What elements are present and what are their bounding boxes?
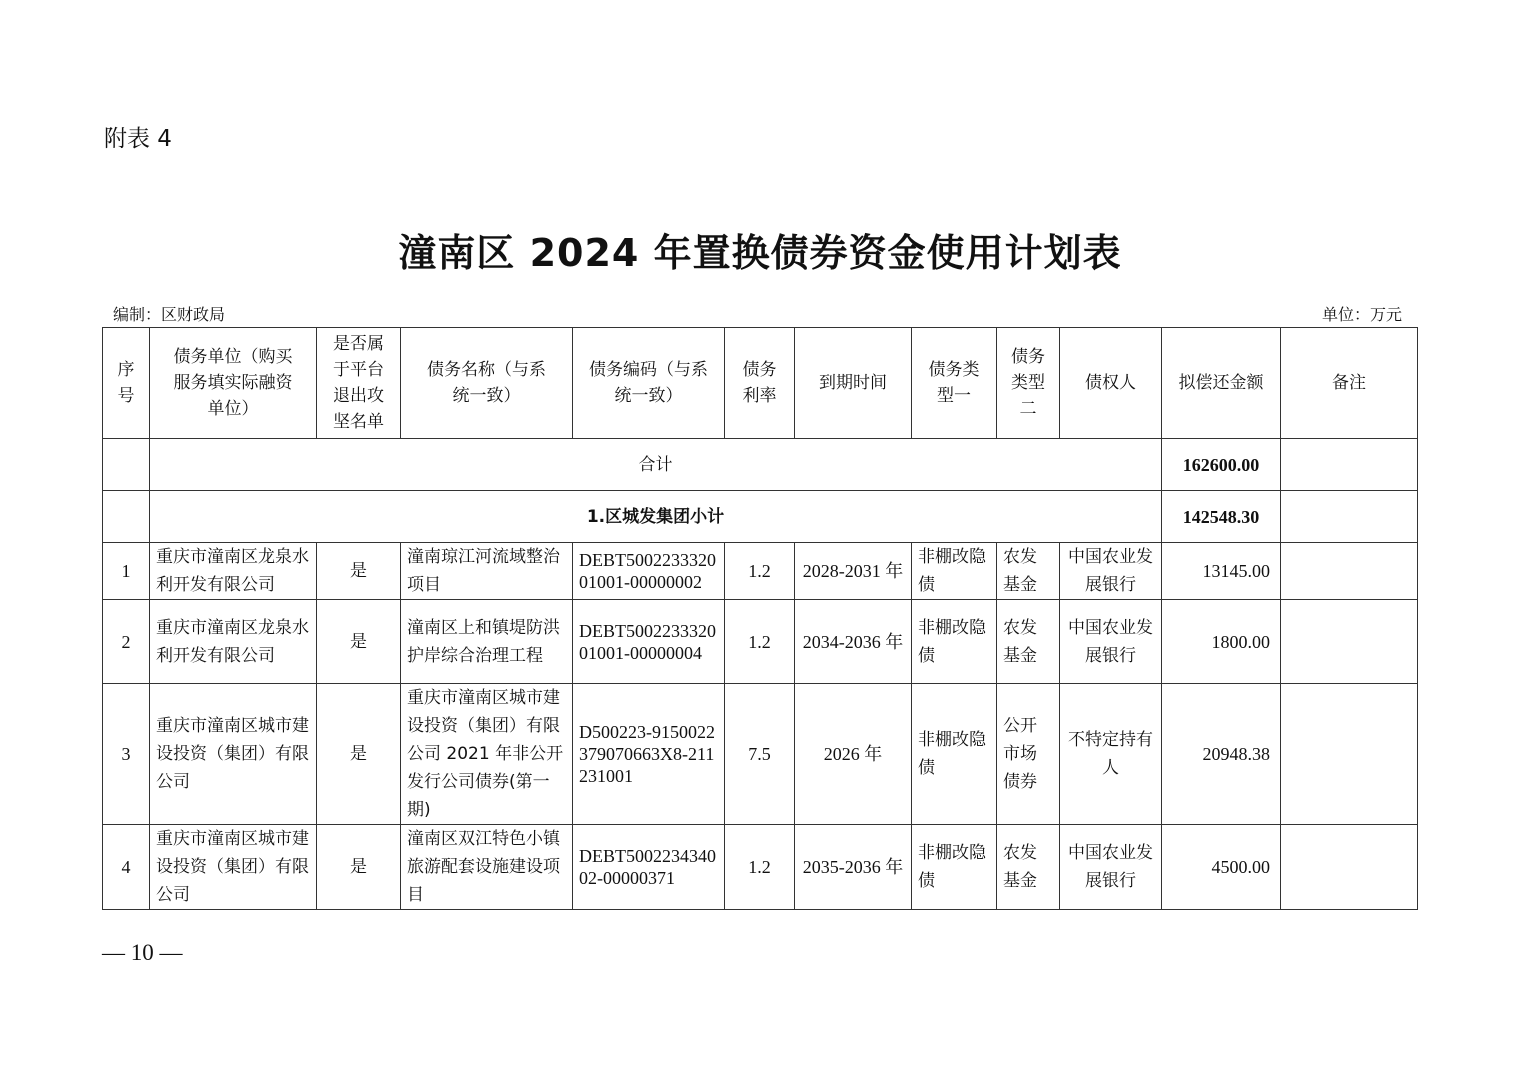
row-type2: 农发基金	[997, 825, 1060, 910]
table-row	[103, 543, 1418, 600]
header-code: 债务编码（与系统一致）	[573, 328, 725, 439]
row-type2: 公开市场债券	[997, 684, 1060, 825]
row-unit: 重庆市潼南区龙泉水利开发有限公司	[150, 543, 317, 600]
row-type2: 农发基金	[997, 543, 1060, 600]
row-no: 1	[103, 543, 150, 600]
row-due: 2034-2036 年	[795, 600, 912, 684]
row-creditor: 中国农业发展银行	[1060, 600, 1162, 684]
row-note	[1281, 543, 1418, 600]
subtotal-note	[1281, 491, 1418, 543]
row-amount: 13145.00	[1162, 543, 1281, 600]
debt-plan-table	[102, 327, 1418, 910]
header-rate: 债务利率	[725, 328, 795, 439]
table-row	[103, 684, 1418, 825]
row-amount: 4500.00	[1162, 825, 1281, 910]
row-name: 重庆市潼南区城市建设投资（集团）有限公司 2021 年非公开发行公司债券(第一期)	[401, 684, 573, 825]
row-name: 潼南区双江特色小镇旅游配套设施建设项目	[401, 825, 573, 910]
row-platform: 是	[317, 600, 401, 684]
row-unit: 重庆市潼南区城市建设投资（集团）有限公司	[150, 684, 317, 825]
row-name: 潼南区上和镇堤防洪护岸综合治理工程	[401, 600, 573, 684]
row-creditor: 不特定持有人	[1060, 684, 1162, 825]
row-rate: 7.5	[725, 684, 795, 825]
table-row	[103, 600, 1418, 684]
row-due: 2035-2036 年	[795, 825, 912, 910]
row-code: DEBT500223434002-00000371	[573, 825, 725, 910]
row-code: DEBT500223332001001-00000002	[573, 543, 725, 600]
header-creditor: 债权人	[1060, 328, 1162, 439]
row-creditor: 中国农业发展银行	[1060, 543, 1162, 600]
row-type1: 非棚改隐债	[912, 600, 997, 684]
row-note	[1281, 600, 1418, 684]
row-platform: 是	[317, 684, 401, 825]
row-unit: 重庆市潼南区龙泉水利开发有限公司	[150, 600, 317, 684]
page-title: 潼南区 2024 年置换债券资金使用计划表	[398, 231, 1122, 275]
header-unit: 债务单位（购买服务填实际融资单位）	[150, 328, 317, 439]
subtotal-empty	[103, 491, 150, 543]
header-no: 序号	[103, 328, 150, 439]
table-row	[103, 825, 1418, 910]
header-row	[103, 328, 1418, 439]
row-name: 潼南琼江河流域整治项目	[401, 543, 573, 600]
row-note	[1281, 825, 1418, 910]
row-unit: 重庆市潼南区城市建设投资（集团）有限公司	[150, 825, 317, 910]
header-due: 到期时间	[795, 328, 912, 439]
row-rate: 1.2	[725, 543, 795, 600]
header-type2: 债务类型二	[997, 328, 1060, 439]
row-platform: 是	[317, 825, 401, 910]
row-rate: 1.2	[725, 825, 795, 910]
row-no: 4	[103, 825, 150, 910]
row-no: 2	[103, 600, 150, 684]
row-type1: 非棚改隐债	[912, 543, 997, 600]
row-amount: 1800.00	[1162, 600, 1281, 684]
unit-label: 单位：万元	[1321, 305, 1402, 324]
row-code: D500223-9150022379070663X8-211231001	[573, 684, 725, 825]
row-amount: 20948.38	[1162, 684, 1281, 825]
total-note	[1281, 439, 1418, 491]
total-label: 合计	[150, 439, 1162, 491]
header-name: 债务名称（与系统一致）	[401, 328, 573, 439]
subtotal-amount: 142548.30	[1162, 491, 1281, 543]
compiler-label: 编制：区财政局	[113, 305, 226, 324]
header-note: 备注	[1281, 328, 1418, 439]
header-type1: 债务类型一	[912, 328, 997, 439]
row-code: DEBT500223332001001-00000004	[573, 600, 725, 684]
page-number: — 10 —	[102, 940, 183, 965]
attachment-label: 附表 4	[104, 126, 172, 152]
subtotal-row	[103, 491, 1418, 543]
row-creditor: 中国农业发展银行	[1060, 825, 1162, 910]
row-rate: 1.2	[725, 600, 795, 684]
row-type1: 非棚改隐债	[912, 825, 997, 910]
row-no: 3	[103, 684, 150, 825]
subtotal-label: 1.区城发集团小计	[150, 491, 1162, 543]
row-type2: 农发基金	[997, 600, 1060, 684]
header-amount: 拟偿还金额	[1162, 328, 1281, 439]
total-row	[103, 439, 1418, 491]
row-platform: 是	[317, 543, 401, 600]
row-due: 2028-2031 年	[795, 543, 912, 600]
row-type1: 非棚改隐债	[912, 684, 997, 825]
total-amount: 162600.00	[1162, 439, 1281, 491]
row-note	[1281, 684, 1418, 825]
total-empty	[103, 439, 150, 491]
row-due: 2026 年	[795, 684, 912, 825]
header-platform: 是否属于平台退出攻坚名单	[317, 328, 401, 439]
